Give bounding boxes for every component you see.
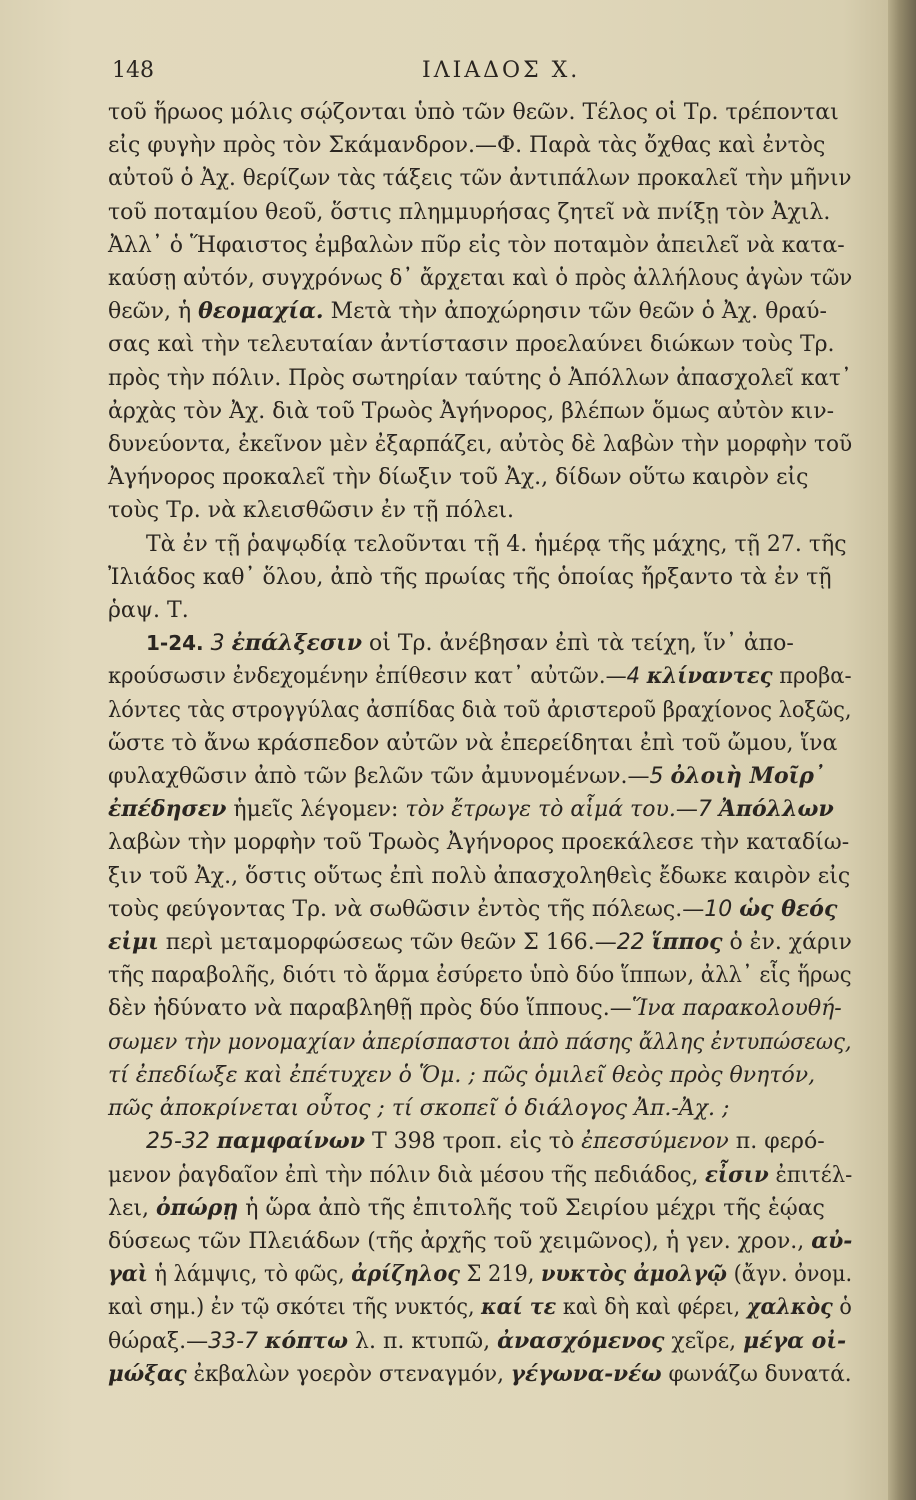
- text-line: [108, 1291, 852, 1324]
- line-ref: 22: [616, 930, 652, 956]
- text-line: πρὸς τὴν πόλιν. Πρὸς σωτηρίαν ταύτης ὁ Ἀπόλλων ἀπασχολεῖ κατ᾿: [108, 365, 852, 391]
- line-ref: 7: [697, 797, 719, 823]
- page-header: [112, 58, 832, 98]
- text-run: δὲν ἠδύνατο νὰ παραβληθῇ πρὸς δύο ἵππους.—: [108, 996, 632, 1022]
- text-line: [108, 1125, 852, 1158]
- text-line: [108, 660, 852, 693]
- running-title: ΙΛΙΑΔΟΣ Χ.: [422, 58, 581, 83]
- text-run: π. φερό-: [728, 1129, 825, 1155]
- text-line: αὐτοῦ ὁ Ἀχ. θερίζων τὰς τάξεις τῶν ἀντιπάλων προκαλεῖ τὴν μῆνιν: [108, 166, 852, 192]
- text-line: [108, 1225, 853, 1258]
- text-line: Ἀλλ᾿ ὁ Ἥφαιστος ἐμβαλὼν πῦρ εἰς τὸν ποταμὸν ἀπειλεῖ νὰ κατα-: [108, 232, 845, 258]
- text-run: λ. π. κτυπῶ,: [348, 1328, 498, 1354]
- text-line: σας καὶ τὴν τελευταίαν ἀντίστασιν προελαύνει διώκων τοὺς Τρ.: [108, 332, 835, 358]
- lemma: εἶσιν: [705, 1161, 769, 1188]
- page-number: 148: [112, 58, 154, 83]
- text-run: Σ 219,: [459, 1262, 542, 1288]
- text-run: ἡ λάμψις, τὸ φῶς,: [147, 1262, 352, 1288]
- text-run: φωνάζω δυνατά.: [661, 1361, 852, 1387]
- lemma: κλίναντες: [646, 663, 773, 690]
- text-line: [108, 1192, 852, 1225]
- lemma: ὡς θεός: [739, 895, 838, 922]
- text-line: τί ἐπεδίωξε καὶ ἐπέτυχεν ὁ Ὅμ. ; πῶς ὁμιλεῖ θεὸς πρὸς θνητόν,: [108, 1062, 816, 1088]
- text-run: κρούσωσιν ἐνδεχομένην ἐπίθεσιν κατ᾿ αὐτῶν.—: [108, 664, 627, 690]
- text-line: ὥστε τὸ ἄνω κράσπεδον αὐτῶν νὰ ἐπερείδηται ἐπὶ τοῦ ὤμου, ἵνα: [108, 730, 838, 756]
- lemma: εἰμι: [108, 929, 159, 956]
- text-line: ἀρχὰς τὸν Ἀχ. διὰ τοῦ Τρωὸς Ἀγήνορος, βλέπων ὅμως αὐτὸν κιν-: [108, 398, 835, 424]
- text-run: θεῶν, ἡ: [108, 299, 199, 325]
- lemma: ἀρίζηλος: [351, 1261, 460, 1288]
- text-line: Ἰλιάδος καθ᾿ ὅλου, ἀπὸ τῆς πρωίας τῆς ὁποίας ἤρξαντο τὰ ἐν τῇ: [108, 564, 832, 590]
- lemma: ὀπώρῃ: [155, 1194, 239, 1221]
- book-spine-shadow: [888, 0, 916, 1500]
- text-run: Μετὰ τὴν ἀποχώρησιν τῶν θεῶν ὁ Ἀχ. θραύ-: [323, 299, 827, 325]
- text-run: —: [675, 797, 698, 823]
- text-run: χεῖρε,: [664, 1328, 744, 1354]
- text-run: προβα-: [772, 664, 852, 690]
- text-line: ῥαψ. Τ.: [108, 598, 189, 624]
- text-line: Τὰ ἐν τῇ ῥαψῳδίᾳ τελοῦνται τῇ 4. ἡμέρᾳ τῆς μάχης, τῇ 27. τῆς: [146, 531, 847, 557]
- text-line: [108, 926, 851, 959]
- text-line: πῶς ἀποκρίνεται οὗτος ; τί σκοπεῖ ὁ διάλογος Ἀπ.-Ἀχ. ;: [108, 1096, 730, 1122]
- text-line: [108, 760, 852, 793]
- text-line: [108, 793, 852, 826]
- text-line: τοὺς Τρ. νὰ κλεισθῶσιν ἐν τῇ πόλει.: [108, 498, 515, 524]
- text-run: φυλαχθῶσιν ἀπὸ τῶν βελῶν τῶν ἀμυνομένων.—: [108, 764, 650, 790]
- italic-question: Ἵνα παρακολουθή-: [631, 996, 842, 1022]
- text-line: τοῦ ἥρωος μόλις σῴζονται ὑπὸ τῶν θεῶν. Τέλος οἱ Τρ. τρέπονται: [108, 100, 839, 125]
- italic-word: ἐπεσσύμενον: [581, 1129, 729, 1155]
- text-run: θώραξ.—: [108, 1328, 209, 1354]
- section-marker: 1-24.: [146, 631, 204, 656]
- text-run: τοὺς φεύγοντας Τρ. νὰ σωθῶσιν ἐντὸς τῆς πόλεως.—: [108, 896, 705, 922]
- lemma: ἵππος: [651, 929, 723, 956]
- text-line: καύσῃ αὐτόν, συγχρόνως δ᾿ ἄρχεται καὶ ὁ πρὸς ἀλλήλους ἀγὼν τῶν: [108, 266, 853, 292]
- lemma: χαλκὸς: [746, 1294, 833, 1321]
- lemma: νυκτὸς ἀμολγῷ: [541, 1261, 727, 1288]
- text-line: [108, 1159, 853, 1192]
- lemma: ἀνασχόμενος: [497, 1327, 665, 1354]
- text-line: τῆς παραβολῆς, διότι τὸ ἅρμα ἐσύρετο ὑπὸ δύο ἵππων, ἀλλ᾿ εἷς ἥρως: [108, 963, 852, 989]
- text-line: δυνεύοντα, ἐκεῖνον μὲν ἐξαρπάζει, αὐτὸς δὲ λαβὼν τὴν μορφὴν τοῦ: [108, 432, 853, 458]
- text-line: λαβὼν τὴν μορφὴν τοῦ Τρωὸς Ἀγήνορος προεκάλεσε τὴν καταδίω-: [108, 830, 850, 856]
- text-run: ὁ: [832, 1295, 852, 1321]
- lemma: κόπτω: [265, 1327, 349, 1354]
- text-line: [108, 1358, 852, 1391]
- term-theomachia: θεομαχία.: [198, 298, 324, 325]
- text-run: δύσεως τῶν Πλειάδων (τῆς ἀρχῆς τοῦ χειμῶνος), ἡ γεν. χρον.,: [108, 1228, 812, 1254]
- text-line: [108, 295, 852, 328]
- text-run: περὶ μεταμορφώσεως τῶν θεῶν Σ 166.—: [158, 930, 617, 956]
- lemma: ἐπάλξεσιν: [231, 630, 363, 657]
- text-run: (ἄγν. ὀνομ.: [726, 1262, 853, 1288]
- line-ref: 4: [626, 664, 647, 690]
- lemma: γαὶ: [108, 1261, 148, 1288]
- text-line: [108, 893, 852, 926]
- body-text: [108, 96, 852, 1391]
- line-ref: 3: [203, 631, 232, 657]
- lemma: Ἀπόλλων: [718, 796, 834, 823]
- text-line: ξιν τοῦ Ἀχ., ὅστις οὕτως ἐπὶ πολὺ ἀπασχοληθεὶς ἔδωκε καιρὸν εἰς: [108, 863, 851, 889]
- line-ref: 10: [704, 896, 740, 922]
- lemma: παμφαίνων: [216, 1128, 366, 1155]
- text-run: ἡμεῖς λέγομεν:: [226, 797, 406, 823]
- text-run: λει,: [108, 1195, 156, 1221]
- text-run: ἐπιτέλ-: [768, 1162, 853, 1188]
- text-run: καὶ σημ.) ἐν τῷ σκότει τῆς νυκτός,: [108, 1295, 482, 1321]
- lemma: ὀλοιὴ Μοῖρ᾿: [670, 763, 825, 790]
- text-line: [108, 1258, 853, 1291]
- line-ref: 33-7: [208, 1328, 266, 1354]
- text-run: ὁ ἐν. χάριν: [722, 930, 852, 956]
- text-run: καὶ δὴ καὶ φέρει,: [556, 1295, 747, 1321]
- text-run: ἡ ὥρα ἀπὸ τῆς ἐπιτολῆς τοῦ Σειρίου μέχρι τῆς ἑῴας: [238, 1195, 825, 1221]
- lemma: γέγωνα-νέω: [510, 1360, 662, 1387]
- text-line: [108, 627, 852, 660]
- lemma: μώξας: [108, 1360, 187, 1387]
- line-ref: 25-32: [146, 1129, 217, 1155]
- text-run: ἐκβαλὼν γοερὸν στεναγμόν,: [186, 1361, 511, 1387]
- text-run: οἱ Τρ. ἀνέβησαν ἐπὶ τὰ τείχη, ἵν᾿ ἀπο-: [362, 631, 794, 657]
- text-line: εἰς φυγὴν πρὸς τὸν Σκάμανδρον.—Φ. Παρὰ τὰς ὄχθας καὶ ἐντὸς: [108, 133, 826, 159]
- text-line: λόντες τὰς στρογγύλας ἀσπίδας διὰ τοῦ ἀριστεροῦ βραχίονος λοξῶς,: [108, 697, 852, 723]
- text-run: μενον ῥαγδαῖον ἐπὶ τὴν πόλιν διὰ μέσου τῆς πεδιάδος,: [108, 1162, 706, 1188]
- text-line: σωμεν τὴν μονομαχίαν ἀπερίσπαστοι ἀπὸ πάσης ἄλλης ἐντυπώσεως,: [108, 1029, 852, 1055]
- lemma: μέγα οἰ-: [743, 1327, 847, 1354]
- lemma: αὐ-: [811, 1227, 853, 1254]
- lemma: ἐπέδησεν: [108, 796, 227, 823]
- text-line: Ἀγήνορος προκαλεῖ τὴν δίωξιν τοῦ Ἀχ., δίδων οὕτω καιρὸν εἰς: [108, 465, 809, 491]
- line-ref: 5: [649, 764, 671, 790]
- text-line: τοῦ ποταμίου θεοῦ, ὅστις πλημμυρήσας ζητεῖ νὰ πνίξῃ τὸν Ἀχιλ.: [108, 199, 831, 225]
- text-run: Τ 398 τροπ. εἰς τὸ: [365, 1129, 582, 1155]
- text-line: [108, 992, 852, 1025]
- text-line: [108, 1325, 852, 1358]
- italic-gloss: τὸν ἔτρωγε τὸ αἷμά του.: [405, 797, 676, 823]
- lemma: καί τε: [481, 1294, 557, 1321]
